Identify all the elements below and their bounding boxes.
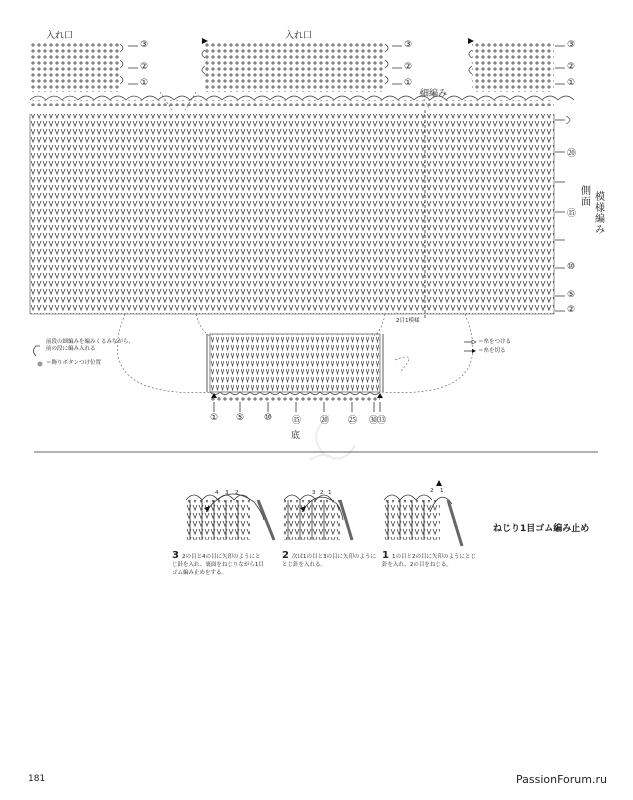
opening-center-panel <box>205 42 385 92</box>
row-mark: ③ <box>140 40 149 50</box>
step-3-illustration <box>186 494 274 540</box>
side-pattern-body <box>30 114 554 314</box>
needle-label: 2 <box>235 490 239 496</box>
watermark: PassionForum.ru <box>516 773 607 786</box>
single-crochet-label: 細編み <box>420 89 448 99</box>
row-mark: ③ <box>404 40 413 50</box>
opening-right-panel <box>472 42 554 92</box>
bottom-stitch-mark: ① <box>210 413 219 423</box>
side-row-mark: ⑮ <box>567 209 577 219</box>
side-row-mark: ⑳ <box>567 149 577 159</box>
step-1-text: 1 1の目と2の目に矢印のようにとじ針を入れ、2の目をねじる。 <box>382 550 476 568</box>
bottom-stitch-mark: ⑳ <box>320 416 330 426</box>
row-mark: ① <box>140 78 149 88</box>
pattern-label: 模様編み <box>595 192 605 236</box>
needle-label: 4 <box>215 490 219 496</box>
needle-label: 1 <box>328 490 332 496</box>
row-mark: ② <box>140 62 149 72</box>
row-mark: ① <box>404 78 413 88</box>
page-number: 181 <box>28 774 46 784</box>
bottom-stitch-mark: ⑩ <box>264 413 273 423</box>
legend-button-note: ＝飾りボタンつけ位置 <box>46 360 102 366</box>
bottom-stitch-mark: ㉕ <box>348 416 358 426</box>
step-2-illustration <box>284 495 352 540</box>
bottom-stitch-mark: ㉚ <box>369 416 379 426</box>
legend-join-note: ＝糸をつける <box>478 339 512 345</box>
step-3-text: 3 2の目と4の目に矢印のようにと じ針を入れ、裏面をねじりながら1目ゴム編み止めをする。 <box>172 550 264 576</box>
opening-label-left: 入れ口 <box>46 31 74 41</box>
step-1-illustration <box>384 495 462 546</box>
bottom-stitch-mark: ⑤ <box>236 413 245 423</box>
bottom-label: 底 <box>291 431 301 441</box>
needle-label: 1 <box>440 488 444 494</box>
bottom-panel <box>210 334 380 392</box>
bottom-stitch-mark: ㉝ <box>377 416 387 426</box>
row-mark: ③ <box>567 40 576 50</box>
side-label: 側面 <box>581 186 591 208</box>
row-mark: ① <box>567 78 576 88</box>
row-note: 2目1模様 <box>396 318 420 324</box>
legend-cut-note: ＝糸を切る <box>478 348 506 354</box>
row-mark: ② <box>567 62 576 72</box>
bind-off-title: ねじり1目ゴム編み止め <box>493 524 590 534</box>
needle-label: 3 <box>312 490 316 496</box>
opening-left-panel <box>30 42 120 92</box>
side-row-mark: ⑩ <box>567 262 576 272</box>
needle-label: 3 <box>225 490 229 496</box>
needle-label: 2 <box>430 488 434 494</box>
bottom-stitch-mark: ⑮ <box>292 416 302 426</box>
needle-label: 2 <box>320 490 324 496</box>
legend-round-note: 前段の細編みを編みくるみながら、前の段に編み入れる <box>46 339 135 352</box>
row-mark: ② <box>404 62 413 72</box>
opening-label-center: 入れ口 <box>285 31 313 41</box>
side-row-mark: ② <box>567 305 576 315</box>
side-row-mark: ⑤ <box>567 290 576 300</box>
step-2-text: 2 次は1の目と3の目に矢印のように とじ針を入れる。 <box>282 550 376 568</box>
